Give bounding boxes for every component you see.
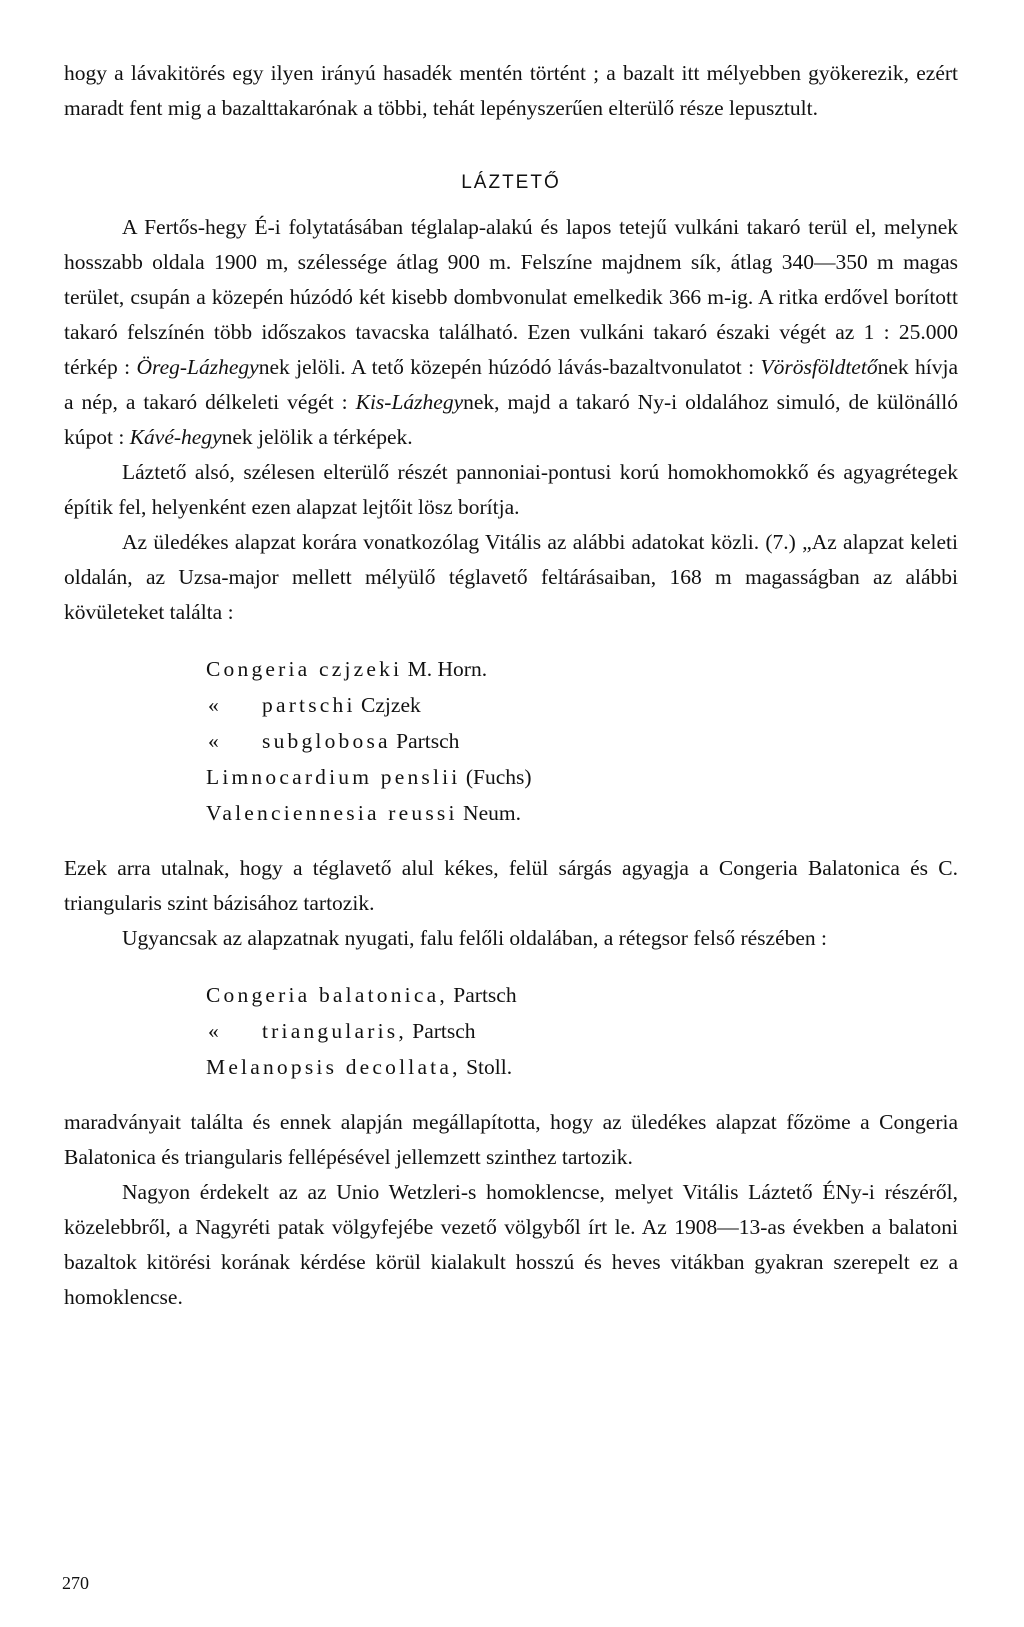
fossil-list-item [206,723,958,759]
species-author: (Fuchs) [465,765,532,789]
species-author: Stoll. [466,1055,513,1079]
fossil-list-item [206,1013,958,1049]
fossil-list-item [206,651,958,687]
page-number: 270 [62,1573,89,1593]
species-author: M. Horn. [407,657,488,681]
species-name: Congeria balatonica, [206,983,448,1007]
text-run: nek hívja a nép, a takaró délkeleti végét : [64,355,958,414]
place-name-italic: Öreg-Lázhegy [136,355,259,379]
species-author: Partsch [453,983,517,1007]
species-name: Valenciennesia reussi [206,801,458,825]
species-author: Czjzek [361,693,421,717]
text-run: nek, majd a takaró Ny-i oldalához simuló, de különálló kúpot : [64,390,958,449]
species-name: Congeria czjzeki [206,657,403,681]
species-name: Melanopsis decollata, [206,1055,461,1079]
paragraph-2 [64,210,958,455]
fossil-list-item [206,1049,958,1085]
ditto-mark: « [208,729,219,753]
section-heading: LÁZTETŐ [461,172,561,193]
species-name: Limnocardium penslii [206,765,461,789]
paragraph-1: hogy a lávakitörés egy ilyen irányú hasadék mentén történt ; a bazalt itt mélyebben gyökerezik, ezért maradt fent mig a bazalttakarónak a többi, tehát lepényszerűen elterülő része lepusztult. [64,61,958,120]
species-author: Neum. [463,801,521,825]
fossil-list-2 [206,977,958,1085]
species-name: triangularis, [262,1019,407,1043]
species-name: subglobosa [262,729,391,753]
text-run: A Fertős-hegy É-i folytatásában téglalap-alakú és lapos tetejű vulkáni takaró terül el, melynek hosszabb oldala 1900 m, szélessége átlag 900 m. Felszíne majdnem sík, átlag 340—350 m magas terület, csupán a közepén húzódó két kisebb dombvonulat emelkedik 366 m-ig. A ritka erdővel borított takaró felszínén több időszakos tavacska található. Ezen vulkáni takaró északi végét az 1 : 25.000 térkép : [64,215,958,379]
paragraph-3: Láztető alsó, szélesen elterülő részét pannoniai-pontusi korú homokhomokkő és agyagrétegek építik fel, helyenként ezen alapzat lejtőit lösz borítja. [64,460,958,519]
place-name-italic: Vörösföldtető [760,355,878,379]
fossil-list-item [206,977,958,1013]
place-name-italic: Kis-Lázhegy [355,390,464,414]
paragraph-5: Ezek arra utalnak, hogy a téglavető alul kékes, felül sárgás agyagja a Congeria Balatonica és C. triangularis szint bázisához tartozik. [64,856,958,915]
species-name: partschi [262,693,356,717]
fossil-list-item [206,687,958,723]
fossil-list-item [206,759,958,795]
text-run: nek jelöli. A tető közepén húzódó lávás-bazaltvonulatot : [258,355,761,379]
fossil-list-1 [206,651,958,831]
species-author: Partsch [412,1019,476,1043]
text-run: nek jelölik a térképek. [221,425,413,449]
ditto-mark: « [208,693,219,717]
paragraph-8: Nagyon érdekelt az az Unio Wetzleri-s homoklencse, melyet Vitális Láztető ÉNy-i részéről, közelebbről, a Nagyréti patak völgyfejébe vezető völgyből írt le. Az 1908—13-as években a balatoni bazaltok kitörési korának kérdése körül kialakult hosszú és heves vitákban gyakran szerepelt ez a homoklencse. [64,1180,958,1309]
paragraph-4: Az üledékes alapzat korára vonatkozólag Vitális az alábbi adatokat közli. (7.) „Az alapzat keleti oldalán, az Uzsa-major mellett mélyülő téglavető feltárásaiban, 168 m magasságban az alábbi kövületeket találta : [64,530,958,624]
species-author: Partsch [396,729,460,753]
ditto-mark: « [208,1019,219,1043]
fossil-list-item [206,795,958,831]
paragraph-7: maradványait találta és ennek alapján megállapította, hogy az üledékes alapzat főzöme a Congeria Balatonica és triangularis fellépésével jellemzett szinthez tartozik. [64,1110,958,1169]
place-name-italic: Kávé-hegy [129,425,222,449]
paragraph-6: Ugyancsak az alapzatnak nyugati, falu felőli oldalában, a rétegsor felső részében : [122,926,828,950]
